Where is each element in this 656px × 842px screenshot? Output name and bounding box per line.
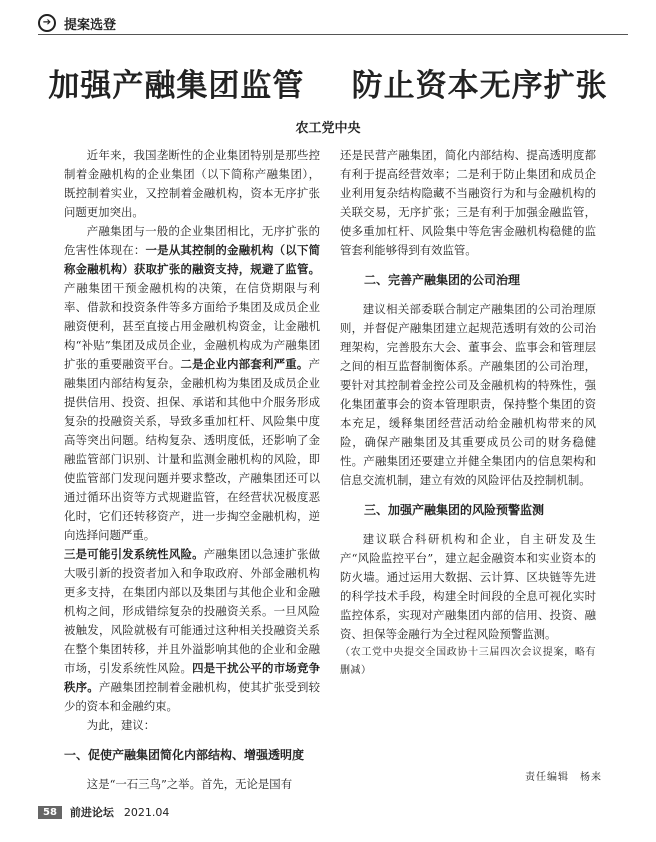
paragraph: 还是民营产融集团，简化内部结构、提高透明度都有利于提高经营效率；二是利于防止集团和成员企业利用复杂结构隐藏不当融资行为和与金融机构的关联交易，无序扩张；三是有利于加强金融监管，使多重加杠杆、风险集中等危害金融机构稳健的监管套利能够得到有效监管。 (340, 148, 596, 257)
section-heading-2: 二、完善产融集团的公司治理 (364, 273, 521, 287)
page-footer (38, 804, 169, 820)
section-heading-3: 三、加强产融集团的风险预警监测 (364, 503, 545, 517)
section-heading-1: 一、促使产融集团简化内部结构、增强透明度 (64, 748, 305, 762)
source-note: （农工党中央提交全国政协十三届四次会议提案，略有删减） (340, 647, 596, 676)
paragraph: 产融集团与一般的企业集团相比，无序扩张的危害性体现在：一是从其控制的金融机构（以下简称金融机构）获取扩张的融资支持，规避了监管。产融集团干预金融机构的决策，在信贷期限与利率、借款和投资条件等多方面给予集团及成员企业融资便利，甚至直接占用金融机构资金，让金融机构“补贴”集团及成员企业，金融机构成为产融集团扩张的重要融资平台。二是企业内部套利严重。产融集团内部结构复杂，金融机构为集团及成员企业提供信用、投资、担保、承诺和其他中介服务形成复杂的投融资关系，导致多重加杠杆、风险集中度高等突出问题。结构复杂、透明度低，还影响了金融监管部门识别、计量和监测金融机构的风险，即使监管部门发现问题并要求整改，产融集团还可以通过循环出资等方式规避监管，在经营状况极度恶化时，它们还转移资产，进一步掏空金融机构，逆向选择问题严重。 (64, 224, 320, 542)
paragraph: 这是“一石三鸟”之举。首先，无论是国有 (86, 777, 293, 791)
page-number: 58 (38, 806, 62, 819)
paragraph: 建议相关部委联合制定产融集团的公司治理原则，并督促产融集团建立起规范透明有效的公司治理架构，完善股东大会、董事会、监事会和管理层之间的相互监督制衡体系。产融集团的公司治理，要针对其控制着金控公司及金融机构的特殊性，强化集团董事会的资本管理职责，保持整个集团的资本充足，缓释集团经营活动给金融机构带来的风险，确保产融集团及其重要成员公司的财务稳健性。产融集团还要建立并健全集团内的信息架构和信息交流机制，建立有效的风险评估及控制机制。 (340, 302, 596, 487)
page-header (38, 12, 116, 34)
paragraph: 三是可能引发系统性风险。产融集团以急速扩张做大吸引新的投资者加入和争取政府、外部金融机构更多支持，在集团内部以及集团与其他企业和金融机构之间，形成错综复杂的投融资关系。一旦风险被触发，风险就极有可能通过这种相关投融资关系在整个集团转移，并且外溢影响其他的企业和金融市场，引发系统性风险。四是干扰公平的市场竞争秩序。产融集团控制着金融机构，使其扩张受到较少的资本和金融约束。 (64, 547, 320, 713)
magazine-name: 前进论坛 (69, 806, 114, 819)
right-column (340, 146, 596, 680)
article-author: 农工党中央 (295, 121, 361, 136)
paragraph: 建议联合科研机构和企业，自主研发及生产“风险监控平台”，建立起金融资本和实业资本的防火墙。通过运用大数据、云计算、区块链等先进的科学技术手段，构建全时间段的全息可视化实时监控体系，实现对产融集团内部的信用、投资、融资、担保等金融行为全过程风险预警监测。 (340, 532, 596, 641)
article-title: 加强产融集团监管 防止资本无序扩张 (48, 68, 608, 104)
left-column (64, 146, 320, 794)
editor-credit: 责任编辑 杨来 (525, 772, 602, 783)
circle-arrow-icon: ➔ (38, 14, 56, 32)
issue-date: 2021.04 (123, 805, 170, 819)
section-label: 提案选登 (64, 17, 117, 33)
paragraph: 为此，建议： (86, 718, 156, 732)
header-rule (38, 34, 628, 35)
paragraph: 近年来，我国垄断性的企业集团特别是那些控制着金融机构的企业集团（以下简称产融集团），既控制着实业，又控制着金融机构，资本无序扩张问题更加突出。 (64, 148, 320, 219)
